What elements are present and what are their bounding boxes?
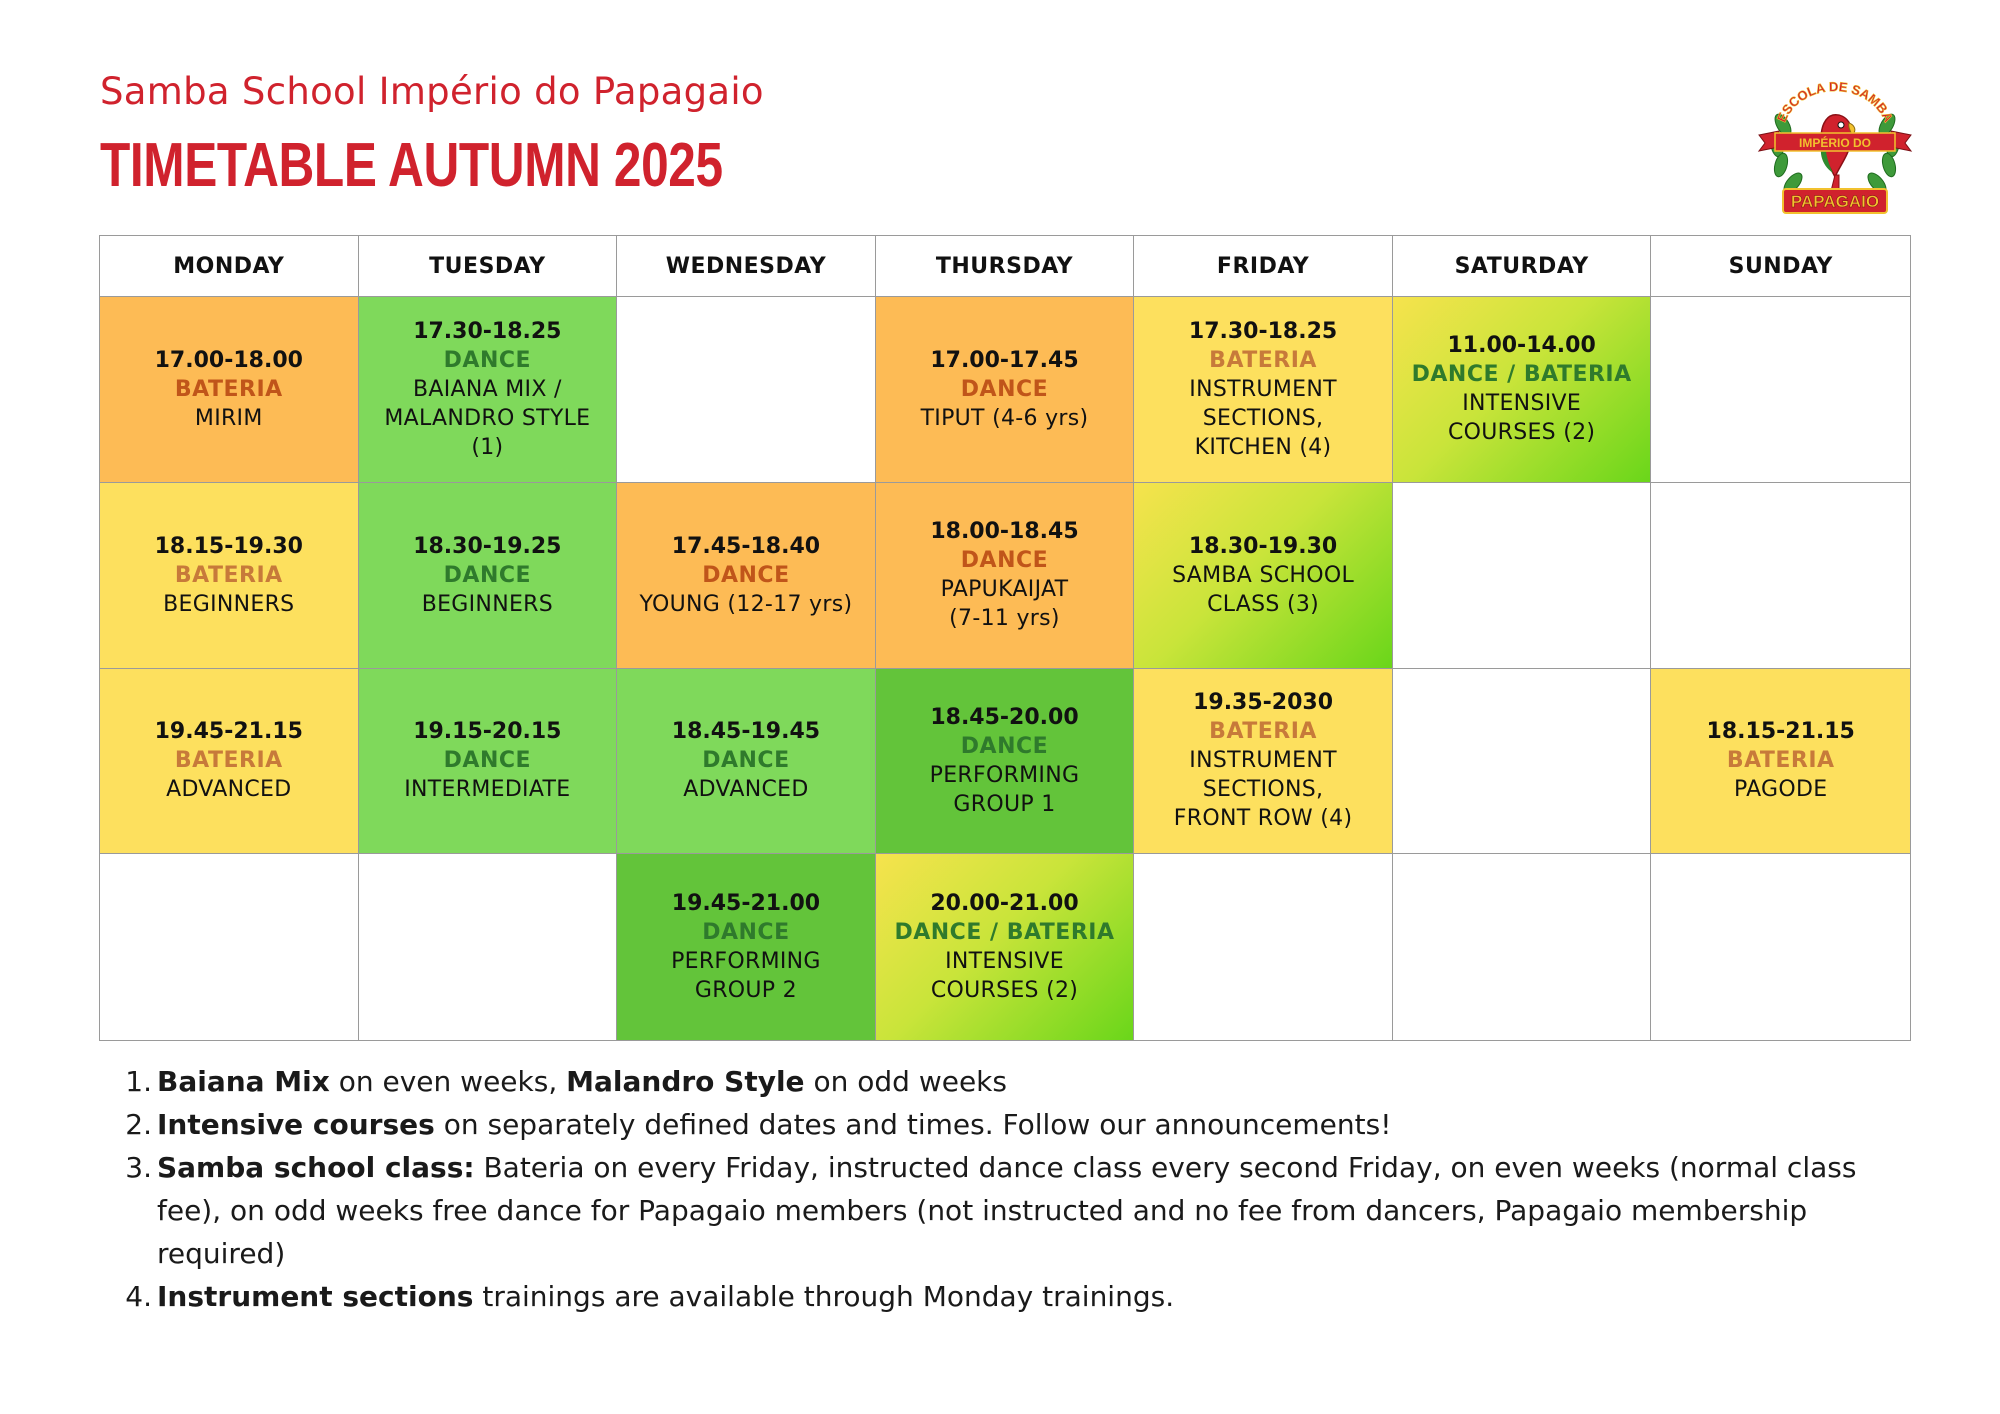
class-cell [1651, 669, 1910, 855]
class-cell [100, 669, 359, 855]
class-description: ADVANCED [683, 777, 809, 803]
school-logo [1755, 75, 1915, 220]
class-description: INTERMEDIATE [404, 777, 571, 803]
footnote-item [118, 1275, 1898, 1318]
empty-cell [359, 854, 618, 1040]
class-time: 18.00-18.45 [930, 519, 1079, 545]
class-cell [876, 297, 1135, 483]
class-cell [876, 854, 1135, 1040]
class-cell [617, 669, 876, 855]
footnote-text [157, 1146, 1898, 1275]
empty-cell [1651, 854, 1910, 1040]
class-time: 17.00-18.00 [154, 347, 303, 373]
footnote-fragment: on separately defined dates and times. Follow our announcements! [434, 1108, 1392, 1141]
day-header-sunday: SUNDAY [1651, 236, 1910, 297]
class-description: INSTRUMENT [1189, 376, 1337, 402]
class-description: FRONT ROW (4) [1173, 806, 1353, 832]
class-cell [100, 297, 359, 483]
class-category: BATERIA [1209, 719, 1317, 745]
footnote-term: Samba school class: [157, 1151, 475, 1184]
class-category: DANCE [443, 562, 532, 588]
class-description: (1) [471, 434, 504, 460]
class-category: BATERIA [1726, 748, 1835, 774]
class-description: BEGINNERS [163, 591, 295, 617]
footnote-term: Malandro Style [566, 1065, 805, 1098]
class-category: DANCE [702, 920, 790, 946]
footnote-fragment: on even weeks, [329, 1065, 567, 1098]
class-description: YOUNG (12-17 yrs) [639, 591, 853, 617]
class-category: BATERIA [174, 376, 283, 402]
class-cell [617, 483, 876, 669]
class-category: DANCE / BATERIA [1411, 362, 1632, 388]
empty-cell [100, 854, 359, 1040]
class-category: DANCE [443, 748, 532, 774]
class-cell [1134, 669, 1393, 855]
footnote-number: 2. [125, 1108, 152, 1141]
day-header-tuesday: TUESDAY [359, 236, 618, 297]
footnote-item [118, 1103, 1898, 1146]
class-cell [359, 669, 618, 855]
empty-cell [1393, 854, 1652, 1040]
class-time: 19.35-2030 [1193, 690, 1334, 716]
day-header-friday: FRIDAY [1134, 236, 1393, 297]
class-time: 18.45-19.45 [671, 719, 821, 745]
class-category: DANCE [960, 376, 1049, 402]
class-time: 17.30-18.25 [1188, 318, 1338, 344]
class-cell [876, 483, 1135, 669]
class-cell [359, 483, 618, 669]
class-cell [100, 483, 359, 669]
class-category: DANCE [702, 562, 790, 588]
class-category: BATERIA [1209, 347, 1317, 373]
class-description: ADVANCED [166, 777, 292, 803]
footnote-fragment: trainings are available through Monday trainings. [473, 1280, 1175, 1313]
class-description: INTENSIVE [945, 949, 1064, 975]
class-time: 19.15-20.15 [413, 719, 562, 745]
school-name: Samba School Império do Papagaio [100, 70, 764, 113]
footnote-term: Intensive courses [157, 1108, 435, 1141]
footnote-text [157, 1060, 1898, 1103]
footnote-text [157, 1275, 1898, 1318]
class-time: 19.45-21.00 [671, 891, 821, 917]
class-time: 17.30-18.25 [413, 318, 562, 344]
class-description: GROUP 2 [694, 978, 797, 1004]
class-description: PERFORMING [671, 949, 821, 975]
class-time: 18.15-21.15 [1706, 719, 1855, 745]
day-header-thursday: THURSDAY [876, 236, 1135, 297]
class-category: BATERIA [174, 748, 283, 774]
day-header-wednesday: WEDNESDAY [617, 236, 876, 297]
class-cell [1393, 297, 1652, 483]
class-cell [359, 297, 618, 483]
class-category: DANCE [702, 748, 790, 774]
class-cell [876, 669, 1135, 855]
class-time: 19.45-21.15 [154, 719, 303, 745]
class-time: 17.45-18.40 [671, 533, 821, 559]
class-time: 18.15-19.30 [154, 533, 303, 559]
empty-cell [617, 297, 876, 483]
empty-cell [1393, 669, 1652, 855]
timetable-grid [99, 235, 1911, 1041]
class-category: BATERIA [174, 562, 283, 588]
day-header-saturday: SATURDAY [1393, 236, 1652, 297]
footnote-number: 1. [125, 1065, 152, 1098]
footnote-fragment: on odd weeks [804, 1065, 1007, 1098]
class-description: MIRIM [194, 405, 263, 431]
class-category: DANCE [960, 733, 1049, 759]
class-description: BAIANA MIX / [412, 376, 562, 402]
class-time: 20.00-21.00 [930, 891, 1079, 917]
footnote-number: 3. [125, 1151, 152, 1184]
class-description: INTENSIVE [1462, 391, 1582, 417]
class-cell [1134, 483, 1393, 669]
class-category: DANCE [960, 548, 1049, 574]
footnotes-list [118, 1060, 1898, 1318]
class-cell [617, 854, 876, 1040]
class-description: PERFORMING [929, 762, 1080, 788]
empty-cell [1651, 297, 1910, 483]
footnote-item [118, 1060, 1898, 1103]
logo-middle-text: IMPÉRIO DO [1798, 136, 1872, 150]
class-time: 11.00-14.00 [1447, 333, 1596, 359]
class-description: INSTRUMENT [1189, 748, 1337, 774]
class-category: DANCE / BATERIA [894, 920, 1115, 946]
class-description: CLASS (3) [1207, 591, 1320, 617]
class-description: COURSES (2) [930, 978, 1079, 1004]
footnote-term: Instrument sections [157, 1280, 474, 1313]
page-title: TIMETABLE AUTUMN 2025 [100, 131, 723, 200]
logo-top-text: ESCOLA DE SAMBA [1773, 79, 1897, 125]
empty-cell [1651, 483, 1910, 669]
class-description: COURSES (2) [1447, 420, 1596, 446]
day-header-monday: MONDAY [100, 236, 359, 297]
class-time: 18.30-19.25 [413, 533, 562, 559]
footnote-item [118, 1146, 1898, 1275]
class-category: DANCE [443, 347, 532, 373]
class-description: GROUP 1 [953, 791, 1056, 817]
class-description: SAMBA SCHOOL [1172, 562, 1355, 588]
footnote-term: Baiana Mix [157, 1065, 330, 1098]
class-time: 17.00-17.45 [930, 347, 1079, 373]
parrot-laurel-logo-icon [1755, 75, 1915, 220]
logo-bottom-text: PAPAGAIO [1790, 192, 1880, 211]
class-cell [1134, 297, 1393, 483]
footnote-fragment: Bateria on every Friday, instructed dance class every second Friday, on even weeks (normal class fee), on odd weeks free dance for Papagaio members (not instructed and no fee from dancers, Papagaio membership required) [157, 1151, 1857, 1270]
empty-cell [1393, 483, 1652, 669]
class-description: TIPUT (4-6 yrs) [920, 405, 1089, 431]
class-time: 18.45-20.00 [930, 704, 1079, 730]
footnote-text [157, 1103, 1898, 1146]
empty-cell [1134, 854, 1393, 1040]
class-description: KITCHEN (4) [1194, 434, 1332, 460]
class-description: MALANDRO STYLE [384, 405, 591, 431]
class-description: SECTIONS, [1202, 405, 1324, 431]
class-time: 18.30-19.30 [1188, 533, 1338, 559]
class-description: (7-11 yrs) [949, 606, 1060, 632]
class-description: BEGINNERS [421, 591, 553, 617]
class-description: SECTIONS, [1202, 777, 1324, 803]
footnote-number: 4. [125, 1280, 152, 1313]
class-description: PAPUKAIJAT [940, 577, 1069, 603]
class-description: PAGODE [1733, 777, 1828, 803]
